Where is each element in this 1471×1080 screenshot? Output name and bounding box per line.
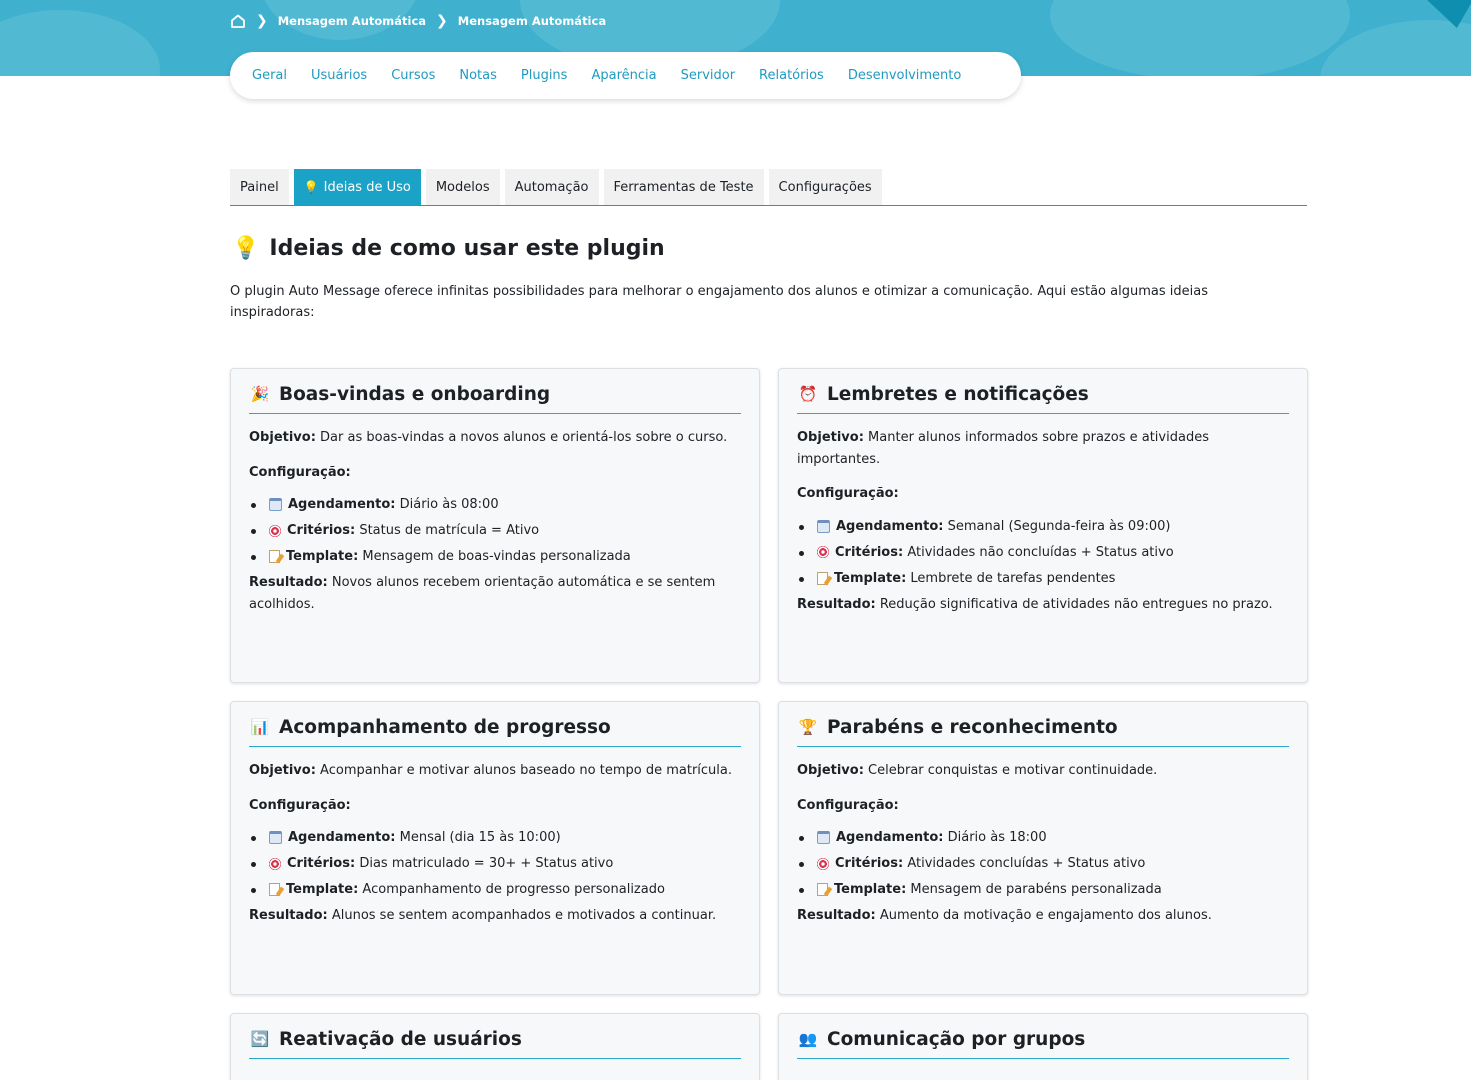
config-criteria: Critérios: Status de matrícula = Ativo [249, 520, 741, 542]
card-config-list [249, 827, 741, 901]
card-title-text: Comunicação por grupos [827, 1028, 1086, 1050]
card-title [797, 1028, 1289, 1059]
card-title [249, 1028, 741, 1059]
card-config-label: Configuração: [249, 464, 351, 480]
nav-item-aparencia[interactable]: Aparência [591, 68, 657, 83]
plugin-tabs [230, 169, 1307, 206]
tab-automacao[interactable] [505, 169, 599, 205]
config-template: Template: Lembrete de tarefas pendentes [797, 568, 1289, 590]
card-config-list [797, 827, 1289, 901]
idea-card-congrats [778, 701, 1308, 995]
breadcrumb-item[interactable]: Mensagem Automática [277, 14, 427, 28]
refresh-icon: 🔄 [250, 1030, 270, 1048]
card-title-text: Lembretes e notificações [827, 383, 1089, 405]
users-icon: 👥 [798, 1030, 818, 1048]
memo-icon [817, 883, 828, 896]
card-config-label: Configuração: [797, 486, 899, 501]
tab-modelos[interactable] [426, 169, 500, 205]
target-icon [817, 858, 829, 870]
nav-item-relatorios[interactable]: Relatórios [759, 68, 824, 83]
config-template: Template: Acompanhamento de progresso personalizado [249, 879, 741, 901]
page-title [232, 236, 665, 261]
idea-card-reminders [778, 368, 1308, 683]
card-title-text: Boas-vindas e onboarding [279, 383, 551, 405]
config-template: Template: Mensagem de boas-vindas personalizada [249, 546, 741, 568]
card-config-list [797, 516, 1289, 590]
card-config-label: Configuração: [797, 797, 899, 813]
card-result: Resultado: Novos alunos recebem orientação automática e se sentem acolhidos. [249, 575, 716, 612]
calendar-icon [269, 498, 282, 511]
nav-item-notas[interactable]: Notas [459, 68, 497, 83]
tab-painel[interactable] [230, 169, 289, 205]
trophy-icon: 🏆 [798, 718, 818, 736]
card-objective: Objetivo: Dar as boas-vindas a novos alunos e orientá-los sobre o curso. [249, 430, 728, 445]
card-title [249, 383, 741, 414]
tab-ferramentas-de-teste[interactable] [604, 169, 764, 205]
nav-item-geral[interactable]: Geral [252, 68, 287, 83]
memo-icon [269, 550, 280, 563]
config-criteria: Critérios: Atividades não concluídas + Status ativo [797, 542, 1289, 564]
intro-text: O plugin Auto Message oferece infinitas possibilidades para melhorar o engajamento dos alunos e otimizar a comunicação. Aqui estão algumas ideias inspiradoras: [230, 284, 1208, 320]
calendar-icon [817, 831, 830, 844]
calendar-icon [817, 520, 830, 533]
config-criteria: Critérios: Dias matriculado = 30+ + Status ativo [249, 853, 741, 875]
tab-label: Automação [514, 179, 589, 195]
card-title-text: Reativação de usuários [279, 1028, 522, 1050]
idea-card-reactivation [230, 1013, 760, 1080]
chevron-right-icon: ❯ [256, 13, 268, 29]
card-result: Resultado: Redução significativa de atividades não entregues no prazo. [797, 596, 1273, 612]
calendar-icon [269, 831, 282, 844]
config-schedule: Agendamento: Diário às 18:00 [797, 827, 1289, 849]
chevron-right-icon: ❯ [436, 13, 448, 29]
card-title-text: Acompanhamento de progresso [279, 716, 611, 738]
target-icon [269, 525, 281, 537]
target-icon [269, 858, 281, 870]
memo-icon [817, 572, 828, 585]
card-objective: Objetivo: Acompanhar e motivar alunos baseado no tempo de matrícula. [249, 763, 733, 778]
nav-item-plugins[interactable]: Plugins [520, 68, 568, 83]
card-config-list [249, 494, 741, 568]
home-icon[interactable] [230, 13, 246, 29]
card-title [797, 383, 1289, 414]
page-title-text: Ideias de como usar este plugin [269, 236, 665, 261]
card-result: Resultado: Alunos se sentem acompanhados e motivados a continuar. [249, 908, 717, 923]
card-objective: Objetivo: Manter alunos informados sobre prazos e atividades importantes. [797, 430, 1209, 467]
card-title [797, 716, 1289, 747]
card-config-label: Configuração: [249, 797, 351, 813]
tab-label: Modelos [435, 179, 490, 195]
card-title [249, 716, 741, 747]
config-schedule: Agendamento: Diário às 08:00 [249, 494, 741, 516]
config-schedule: Agendamento: Mensal (dia 15 às 10:00) [249, 827, 741, 849]
config-template: Template: Mensagem de parabéns personalizada [797, 879, 1289, 901]
nav-item-desenvolvimento[interactable]: Desenvolvimento [847, 68, 962, 83]
nav-item-servidor[interactable]: Servidor [680, 68, 736, 83]
tab-label: Painel [240, 179, 279, 195]
banner-decoration [0, 10, 160, 76]
party-popper-icon: 🎉 [250, 385, 270, 403]
card-objective: Objetivo: Celebrar conquistas e motivar continuidade. [797, 763, 1158, 778]
tab-label: Ferramentas de Teste [613, 179, 754, 195]
breadcrumb-item[interactable]: Mensagem Automática [457, 14, 607, 28]
config-schedule: Agendamento: Semanal (Segunda-feira às 09:00) [797, 516, 1289, 538]
tab-ideias-de-uso[interactable] [294, 169, 421, 205]
lightbulb-icon: 💡 [232, 236, 260, 261]
config-criteria: Critérios: Atividades concluídas + Status ativo [797, 853, 1289, 875]
tab-configuracoes[interactable] [769, 169, 882, 205]
lightbulb-icon: 💡 [303, 180, 319, 194]
nav-item-usuarios[interactable]: Usuários [311, 68, 368, 83]
idea-card-groups [778, 1013, 1308, 1080]
primary-navigation [230, 52, 1021, 99]
alarm-clock-icon: ⏰ [798, 385, 818, 403]
nav-item-cursos[interactable]: Cursos [391, 68, 436, 83]
banner-decoration [1050, 0, 1350, 76]
idea-card-progress [230, 701, 760, 995]
bar-chart-icon: 📊 [250, 718, 270, 736]
card-title-text: Parabéns e reconhecimento [827, 716, 1118, 738]
memo-icon [269, 883, 280, 896]
card-result: Resultado: Aumento da motivação e engajamento dos alunos. [797, 908, 1212, 923]
tab-label: Configurações [778, 179, 872, 195]
target-icon [817, 546, 829, 558]
tab-label: Ideias de Uso [323, 179, 411, 195]
idea-card-welcome [230, 368, 760, 683]
breadcrumb [230, 13, 606, 29]
